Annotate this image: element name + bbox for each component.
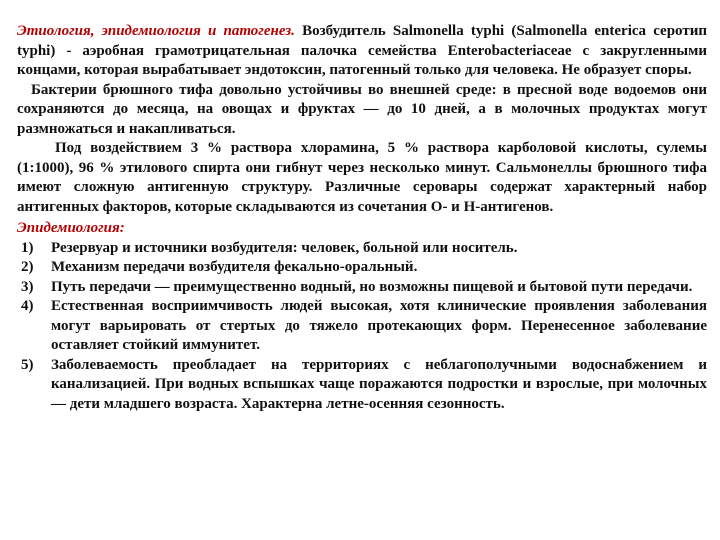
- list-item-number: 5): [21, 356, 34, 373]
- document-body: [17, 22, 707, 414]
- list-item-text: Механизм передачи возбудителя фекально-оральный.: [51, 259, 418, 275]
- list-item-text: Заболеваемость преобладает на территориях с неблагополучными водоснабжением и канализацией. При водных вспышках чаще поражаются подростки и взрослые, при молочных — дети младшего возраста. Характерна летне-осенняя сезонность.: [51, 356, 707, 412]
- list-item-number: 1): [21, 239, 34, 256]
- paragraph-etiology-text: Возбудитель Salmonella typhi (Salmonella enterica серотип typhi) - аэробная грамотрицательная палочка семейства Enterobacteriaceae с закругленными концами, которая вырабатывает эндотоксин, патогенный только для человека. Не образует споры.: [17, 23, 707, 78]
- list-item-number: 2): [21, 259, 34, 275]
- paragraph-resistance: Бактерии брюшного тифа довольно устойчивы во внешней среде: в пресной воде водоемов они сохраняются до месяца, на овощах и фруктах — до 10 дней, а в молочных продуктах могут размножаться и накапливаться.: [17, 81, 707, 137]
- list-item-text: Естественная восприимчивость людей высокая, хотя клинические проявления заболевания могут варьировать от стертых до тяжело протекающих форм. Перенесенное заболевание оставляет стойкий иммунитет.: [51, 298, 707, 353]
- list-item: [17, 239, 707, 259]
- list-item: [17, 356, 707, 415]
- list-item-number: 3): [21, 278, 34, 295]
- paragraph-etiology: [17, 22, 707, 81]
- epidemiology-list: [17, 239, 707, 415]
- list-item-text: Резервуар и источники возбудителя: человек, больной или носитель.: [51, 239, 518, 256]
- paragraph-disinfection: Под воздействием 3 % раствора хлорамина, 5 % раствора карболовой кислоты, сулемы (1:1000), 96 % этилового спирта они гибнут через несколько минут. Сальмонеллы брюшного тифа имеют сложную антигенную структуру. Различные серовары содержат характерный набор антигенных факторов, которые складываются из сочетания O- и H-антигенов.: [17, 140, 707, 215]
- list-item-text: Путь передачи — преимущественно водный, но возможны пищевой и бытовой пути передачи.: [51, 278, 693, 295]
- section-heading-etiology: Этиология, эпидемиология и патогенез.: [17, 23, 295, 39]
- list-item: [17, 258, 707, 278]
- list-item-number: 4): [21, 298, 34, 314]
- list-item: [17, 297, 707, 356]
- list-item: [17, 278, 707, 298]
- section-heading-epidemiology: Эпидемиология:: [17, 220, 125, 236]
